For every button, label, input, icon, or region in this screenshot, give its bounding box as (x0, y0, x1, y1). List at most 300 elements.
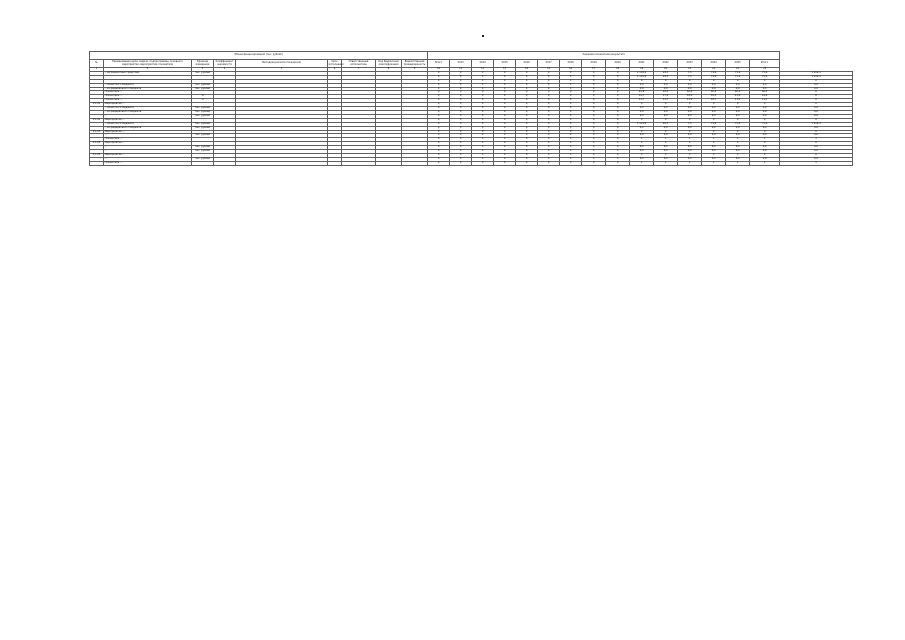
cell-value: 0,0 (726, 126, 750, 130)
column-header: Наименование цели, задачи, подпрограммы, основного мероприятия, мероприятия, показателя (104, 60, 192, 68)
cell-value: 0 (450, 146, 472, 150)
cell-value: 0 (582, 75, 606, 79)
column-header: 2019 (582, 60, 606, 68)
cell-name: Мероприятие … (104, 118, 192, 122)
cell-value: 0 (780, 91, 853, 95)
cell-value: 1 (630, 161, 654, 165)
cell-value: 0,0 (750, 87, 780, 91)
column-number: 22 (702, 68, 726, 72)
cell-value: 0 (494, 153, 516, 157)
cell-value: 0 (450, 103, 472, 107)
cell-value: 0 (606, 75, 630, 79)
cell-value: 7,5 (678, 75, 702, 79)
cell-value: 60,4 (678, 91, 702, 95)
cell-value: 0 (582, 134, 606, 138)
cell-value: 0 (472, 157, 494, 161)
cell-value: 0,0 (780, 157, 853, 161)
cell-value: 0 (472, 99, 494, 103)
cell-value: 0 (450, 71, 472, 75)
cell-value: 0 (538, 122, 560, 126)
cell-value: 0 (516, 107, 538, 111)
cell-value: 0 (560, 110, 582, 114)
cell-value: 0 (560, 87, 582, 91)
column-number: 23 (726, 68, 750, 72)
cell-value: 0,0 (630, 107, 654, 111)
cell-unit: тыс. рублей (192, 107, 214, 111)
cell-kbk (376, 161, 402, 165)
cell-value: 0 (606, 118, 630, 122)
cell-value: 0 (780, 118, 853, 122)
cell-value: 0 (538, 99, 560, 103)
cell-value: 0 (516, 142, 538, 146)
cell-value: 75,6 (750, 75, 780, 79)
cell-value: 0 (494, 114, 516, 118)
cell-value: 0 (516, 150, 538, 154)
cell-term (328, 161, 342, 165)
cell-value: 0 (678, 79, 702, 83)
cell-value: 0 (538, 130, 560, 134)
cell-value: 0 (472, 138, 494, 142)
cell-value: 0 (606, 71, 630, 75)
cell-value: 0 (450, 83, 472, 87)
cell-value: 0 (516, 95, 538, 99)
cell-dept (402, 161, 428, 165)
cell-value: 0 (560, 122, 582, 126)
cell-value: 0,0 (780, 146, 853, 150)
column-header: 2014 (472, 60, 494, 68)
cell-value: 0,0 (780, 87, 853, 91)
cell-value: 0 (472, 71, 494, 75)
cell-value: 0 (606, 138, 630, 142)
cell-value: 0 (494, 130, 516, 134)
table-body (90, 71, 853, 165)
cell-value: 0 (428, 91, 450, 95)
cell-value: 0 (516, 138, 538, 142)
cell-value: 0 (472, 150, 494, 154)
cell-value: 7,5 (678, 71, 702, 75)
column-header: 2021 (630, 60, 654, 68)
column-header: Срок исполнения (328, 59, 344, 66)
cell-value: 0 (428, 161, 450, 165)
cell-value: 0,0 (654, 150, 678, 154)
cell-value: 0,0 (654, 114, 678, 118)
cell-unit: % (192, 99, 214, 103)
cell-name: …областного бюджета (104, 122, 192, 126)
column-number: 7 (342, 68, 376, 72)
cell-unit (192, 161, 214, 165)
cell-value: 75,6 (726, 75, 750, 79)
cell-value: 0,0 (750, 146, 780, 150)
cell-unit: тыс. рублей (192, 126, 214, 130)
cell-value: 0 (428, 103, 450, 107)
column-header: Код бюджетной классификации (376, 60, 402, 68)
cell-value: 0 (428, 138, 450, 142)
cell-name: Показатель … (104, 91, 192, 95)
cell-value: 0 (472, 83, 494, 87)
cell-value: 0 (450, 138, 472, 142)
cell-value: 0 (538, 71, 560, 75)
cell-value: 0 (606, 150, 630, 154)
cell-value: 0,0 (726, 110, 750, 114)
cell-value: 0 (494, 122, 516, 126)
cell-value: 0 (538, 87, 560, 91)
cell-value: 0 (750, 130, 780, 134)
cell-value: 0 (582, 91, 606, 95)
cell-value: 0 (726, 79, 750, 83)
cell-value: 0,0 (654, 126, 678, 130)
cell-value: 0 (560, 114, 582, 118)
cell-value: 0 (450, 157, 472, 161)
cell-name: …из федерального бюджета (104, 110, 192, 114)
column-header: Ведомственная принадлежность (402, 60, 428, 68)
cell-value: 0 (678, 153, 702, 157)
cell-value: 0 (606, 157, 630, 161)
cell-value: 0,0 (726, 157, 750, 161)
cell-value: 0 (630, 103, 654, 107)
cell-value: 11,5 (750, 99, 780, 103)
cell-value: 0 (428, 75, 450, 79)
cell-value: 0,0 (678, 157, 702, 161)
column-number: 5 (236, 68, 328, 72)
cell-unit: тыс. рублей (192, 122, 214, 126)
cell-value: 0 (516, 75, 538, 79)
cell-value: 1 (780, 138, 853, 142)
cell-value: 0 (560, 130, 582, 134)
column-header: 2013 (450, 60, 472, 68)
column-header: 2024 (702, 60, 726, 68)
cell-value: 0 (780, 142, 853, 146)
cell-value: 0 (494, 142, 516, 146)
cell-value: 0 (560, 107, 582, 111)
cell-value: 11,1 (726, 99, 750, 103)
cell-value: 0 (494, 95, 516, 99)
cell-value: 0 (630, 79, 654, 83)
column-number: 19 (630, 68, 654, 72)
cell-value: 0 (606, 107, 630, 111)
cell-value: 0,0 (630, 87, 654, 91)
cell-value: 0 (428, 150, 450, 154)
cell-value: 0 (606, 130, 630, 134)
cell-value: 0,0 (702, 146, 726, 150)
group-header-row (90, 52, 853, 60)
cell-unit: тыс. рублей (192, 157, 214, 161)
cell-value: 0,0 (630, 110, 654, 114)
cell-value: 0 (450, 161, 472, 165)
cell-value: 0 (538, 103, 560, 107)
cell-no: 2.1.01 (90, 103, 104, 107)
program-table (89, 51, 853, 166)
column-number: 13 (494, 68, 516, 72)
cell-value: 1 (678, 138, 702, 142)
column-number: 2 (104, 68, 192, 72)
column-number: 20 (654, 68, 678, 72)
cell-value: 11,7 (630, 99, 654, 103)
page-mark (482, 35, 484, 37)
cell-name: … (104, 146, 192, 150)
cell-value: 0,0 (780, 126, 853, 130)
cell-value: 1 (654, 138, 678, 142)
cell-value: 1 (702, 138, 726, 142)
cell-value: 0 (450, 153, 472, 157)
cell-value: 0,0 (750, 150, 780, 154)
cell-value: 0 (516, 83, 538, 87)
cell-value: 0 (428, 114, 450, 118)
cell-value: 0 (516, 146, 538, 150)
cell-name: …на бюджетных средствах (104, 71, 192, 75)
cell-value: 0 (606, 126, 630, 130)
cell-name: Показатель … (104, 99, 192, 103)
cell-value: 0 (560, 157, 582, 161)
cell-value: 1 (654, 161, 678, 165)
cell-value: 0 (582, 71, 606, 75)
cell-value: 0 (494, 99, 516, 103)
cell-value: 0 (560, 91, 582, 95)
cell-k (214, 161, 236, 165)
column-header: Всего (428, 60, 450, 68)
cell-value: 0 (494, 87, 516, 91)
cell-value: 0 (582, 142, 606, 146)
cell-value: 28,5 (654, 122, 678, 126)
cell-value: 0 (702, 130, 726, 134)
cell-value: 0,0 (702, 107, 726, 111)
cell-value: 17,2 (654, 95, 678, 99)
cell-value: 0 (538, 118, 560, 122)
column-header: Методика расчета показателя (236, 60, 328, 68)
cell-value: 0,0 (678, 110, 702, 114)
cell-value: 0 (538, 126, 560, 130)
cell-value: 0 (606, 83, 630, 87)
cell-value: 0 (654, 130, 678, 134)
cell-value: 0 (726, 130, 750, 134)
cell-no: 2.1.05 (90, 153, 104, 157)
column-number: 3 (192, 68, 214, 72)
cell-value: 0,0 (702, 87, 726, 91)
cell-value: 0 (538, 142, 560, 146)
cell-value: 0 (428, 83, 450, 87)
cell-value: 0 (750, 118, 780, 122)
cell-value: 11,7 (654, 99, 678, 103)
cell-value: 0,0 (750, 157, 780, 161)
cell-value: 0 (516, 130, 538, 134)
cell-value: 0 (560, 71, 582, 75)
cell-value: 0 (606, 114, 630, 118)
cell-value: 0,0 (726, 150, 750, 154)
cell-value: 75,6 (726, 71, 750, 75)
cell-value: 0 (606, 103, 630, 107)
cell-value: 0 (630, 118, 654, 122)
cell-value: 0 (450, 91, 472, 95)
cell-value: 0 (516, 134, 538, 138)
cell-value: 28,5 (654, 75, 678, 79)
column-header: 2020 (606, 60, 630, 68)
cell-value: 0 (472, 118, 494, 122)
cell-value: 0 (560, 126, 582, 130)
cell-value: 0 (428, 87, 450, 91)
cell-value: 0 (726, 142, 750, 146)
column-header: 2022 (654, 60, 678, 68)
cell-value: 0,0 (726, 107, 750, 111)
cell-value: 1 (678, 161, 702, 165)
cell-value: 0 (750, 142, 780, 146)
cell-value: 0 (494, 79, 516, 83)
cell-value: 0 (726, 103, 750, 107)
cell-value: 0 (472, 142, 494, 146)
cell-value: 0 (494, 83, 516, 87)
cell-value: 7,5 (678, 122, 702, 126)
table-row (90, 161, 853, 165)
cell-method (236, 161, 328, 165)
cell-value: 0,0 (726, 87, 750, 91)
cell-value: 0 (654, 103, 678, 107)
cell-value: 79,6 (702, 71, 726, 75)
column-number: 10 (428, 68, 450, 72)
cell-name: Мероприятие … (104, 153, 192, 157)
cell-value: 0 (428, 71, 450, 75)
cell-value: 0 (494, 126, 516, 130)
cell-value: 1 (780, 161, 853, 165)
cell-value: 0,0 (630, 126, 654, 130)
cell-value: 0,0 (678, 146, 702, 150)
cell-value: 0 (428, 79, 450, 83)
cell-value: 0 (582, 99, 606, 103)
cell-value: 18,3 (702, 95, 726, 99)
cell-value: 0 (560, 99, 582, 103)
cell-value: 0 (750, 153, 780, 157)
cell-value: 0 (678, 142, 702, 146)
cell-value: 0 (780, 99, 853, 103)
cell-value: 0,0 (654, 87, 678, 91)
cell-value: 0 (702, 118, 726, 122)
cell-value: 0,0 (780, 110, 853, 114)
cell-value: 79,6 (702, 122, 726, 126)
cell-value: 0 (494, 118, 516, 122)
column-number: 24 (750, 68, 780, 72)
cell-name: …областного бюджета (104, 83, 192, 87)
cell-value: 0 (726, 153, 750, 157)
cell-value: 0 (450, 134, 472, 138)
cell-value: 0 (428, 107, 450, 111)
column-header: 2017 (538, 60, 560, 68)
cell-value: 0 (582, 157, 606, 161)
cell-name: … (104, 134, 192, 138)
cell-value: 60,4 (726, 91, 750, 95)
cell-value: 0 (428, 157, 450, 161)
cell-value: 0,0 (630, 134, 654, 138)
cell-value: 0 (538, 150, 560, 154)
cell-value: 0 (472, 107, 494, 111)
cell-value: 0 (538, 110, 560, 114)
cell-name: Показатель … (104, 138, 192, 142)
cell-value: 0 (428, 126, 450, 130)
cell-name: … (104, 150, 192, 154)
cell-value: 0 (494, 138, 516, 142)
column-number: 4 (214, 68, 236, 72)
cell-value: 79,6 (702, 75, 726, 79)
cell-value: 0 (560, 79, 582, 83)
cell-value: 1 (726, 138, 750, 142)
cell-value: 0 (780, 79, 853, 83)
cell-value: 0 (606, 95, 630, 99)
cell-value: 0,0 (750, 134, 780, 138)
cell-value: 0 (678, 118, 702, 122)
cell-value: 0,0 (630, 83, 654, 87)
column-header: Единица измерения (192, 60, 214, 68)
cell-value: 11,9 (678, 99, 702, 103)
cell-value: 0 (516, 157, 538, 161)
cell-unit: тыс. рублей (192, 87, 214, 91)
cell-value: 0 (450, 99, 472, 103)
cell-value: 0 (428, 146, 450, 150)
cell-value: 0 (606, 87, 630, 91)
cell-value: 0 (606, 161, 630, 165)
cell-value: 0 (654, 118, 678, 122)
cell-value: 0 (494, 161, 516, 165)
cell-value: 0 (494, 146, 516, 150)
column-header: Итого (750, 60, 780, 68)
cell-value: 0 (472, 130, 494, 134)
cell-value: 0 (654, 142, 678, 146)
cell-value: 0 (538, 83, 560, 87)
column-number: 21 (678, 68, 702, 72)
cell-unit: тыс. рублей (192, 110, 214, 114)
cell-value: 24,8 (750, 95, 780, 99)
cell-value: 0 (606, 142, 630, 146)
cell-value: 0,0 (726, 146, 750, 150)
cell-value: 0 (516, 99, 538, 103)
cell-value: 1 119,9 (630, 75, 654, 79)
cell-name: …из федерального бюджета (104, 87, 192, 91)
cell-value: 0 (472, 126, 494, 130)
cell-value: 0 (630, 142, 654, 146)
cell-value: 0,0 (654, 157, 678, 161)
cell-value: 0 (450, 150, 472, 154)
cell-value: 0,0 (630, 150, 654, 154)
column-header: 2025 (726, 60, 750, 68)
column-header: 2015 (494, 60, 516, 68)
cell-value: 1 619,4 (780, 71, 853, 75)
cell-value: 0 (538, 114, 560, 118)
column-number: 11 (450, 68, 472, 72)
cell-value: 0 (516, 122, 538, 126)
cell-value: 0 (516, 71, 538, 75)
cell-value: 0,0 (780, 107, 853, 111)
cell-value: 0 (450, 126, 472, 130)
cell-value: 1 619,4 (780, 75, 853, 79)
cell-value: 0,0 (654, 110, 678, 114)
cell-value: 0 (560, 138, 582, 142)
cell-value: 0 (516, 161, 538, 165)
cell-value: 0 (428, 95, 450, 99)
cell-value: 0 (750, 103, 780, 107)
cell-value: 0 (560, 142, 582, 146)
cell-value: 0 (472, 114, 494, 118)
cell-value: 0 (494, 150, 516, 154)
cell-value: 0 (450, 110, 472, 114)
cell-value: 14,7 (630, 95, 654, 99)
cell-value: 0 (472, 146, 494, 150)
column-header: 2016 (516, 60, 538, 68)
cell-value: 0 (560, 95, 582, 99)
cell-value: 1 (702, 161, 726, 165)
cell-value: 0 (582, 87, 606, 91)
cell-value: 0,0 (750, 107, 780, 111)
cell-value: 0 (702, 79, 726, 83)
cell-value: 0,0 (750, 126, 780, 130)
cell-unit: тыс. рублей (192, 134, 214, 138)
cell-value: 0 (780, 153, 853, 157)
cell-value: 0 (516, 110, 538, 114)
cell-value: 0 (582, 138, 606, 142)
